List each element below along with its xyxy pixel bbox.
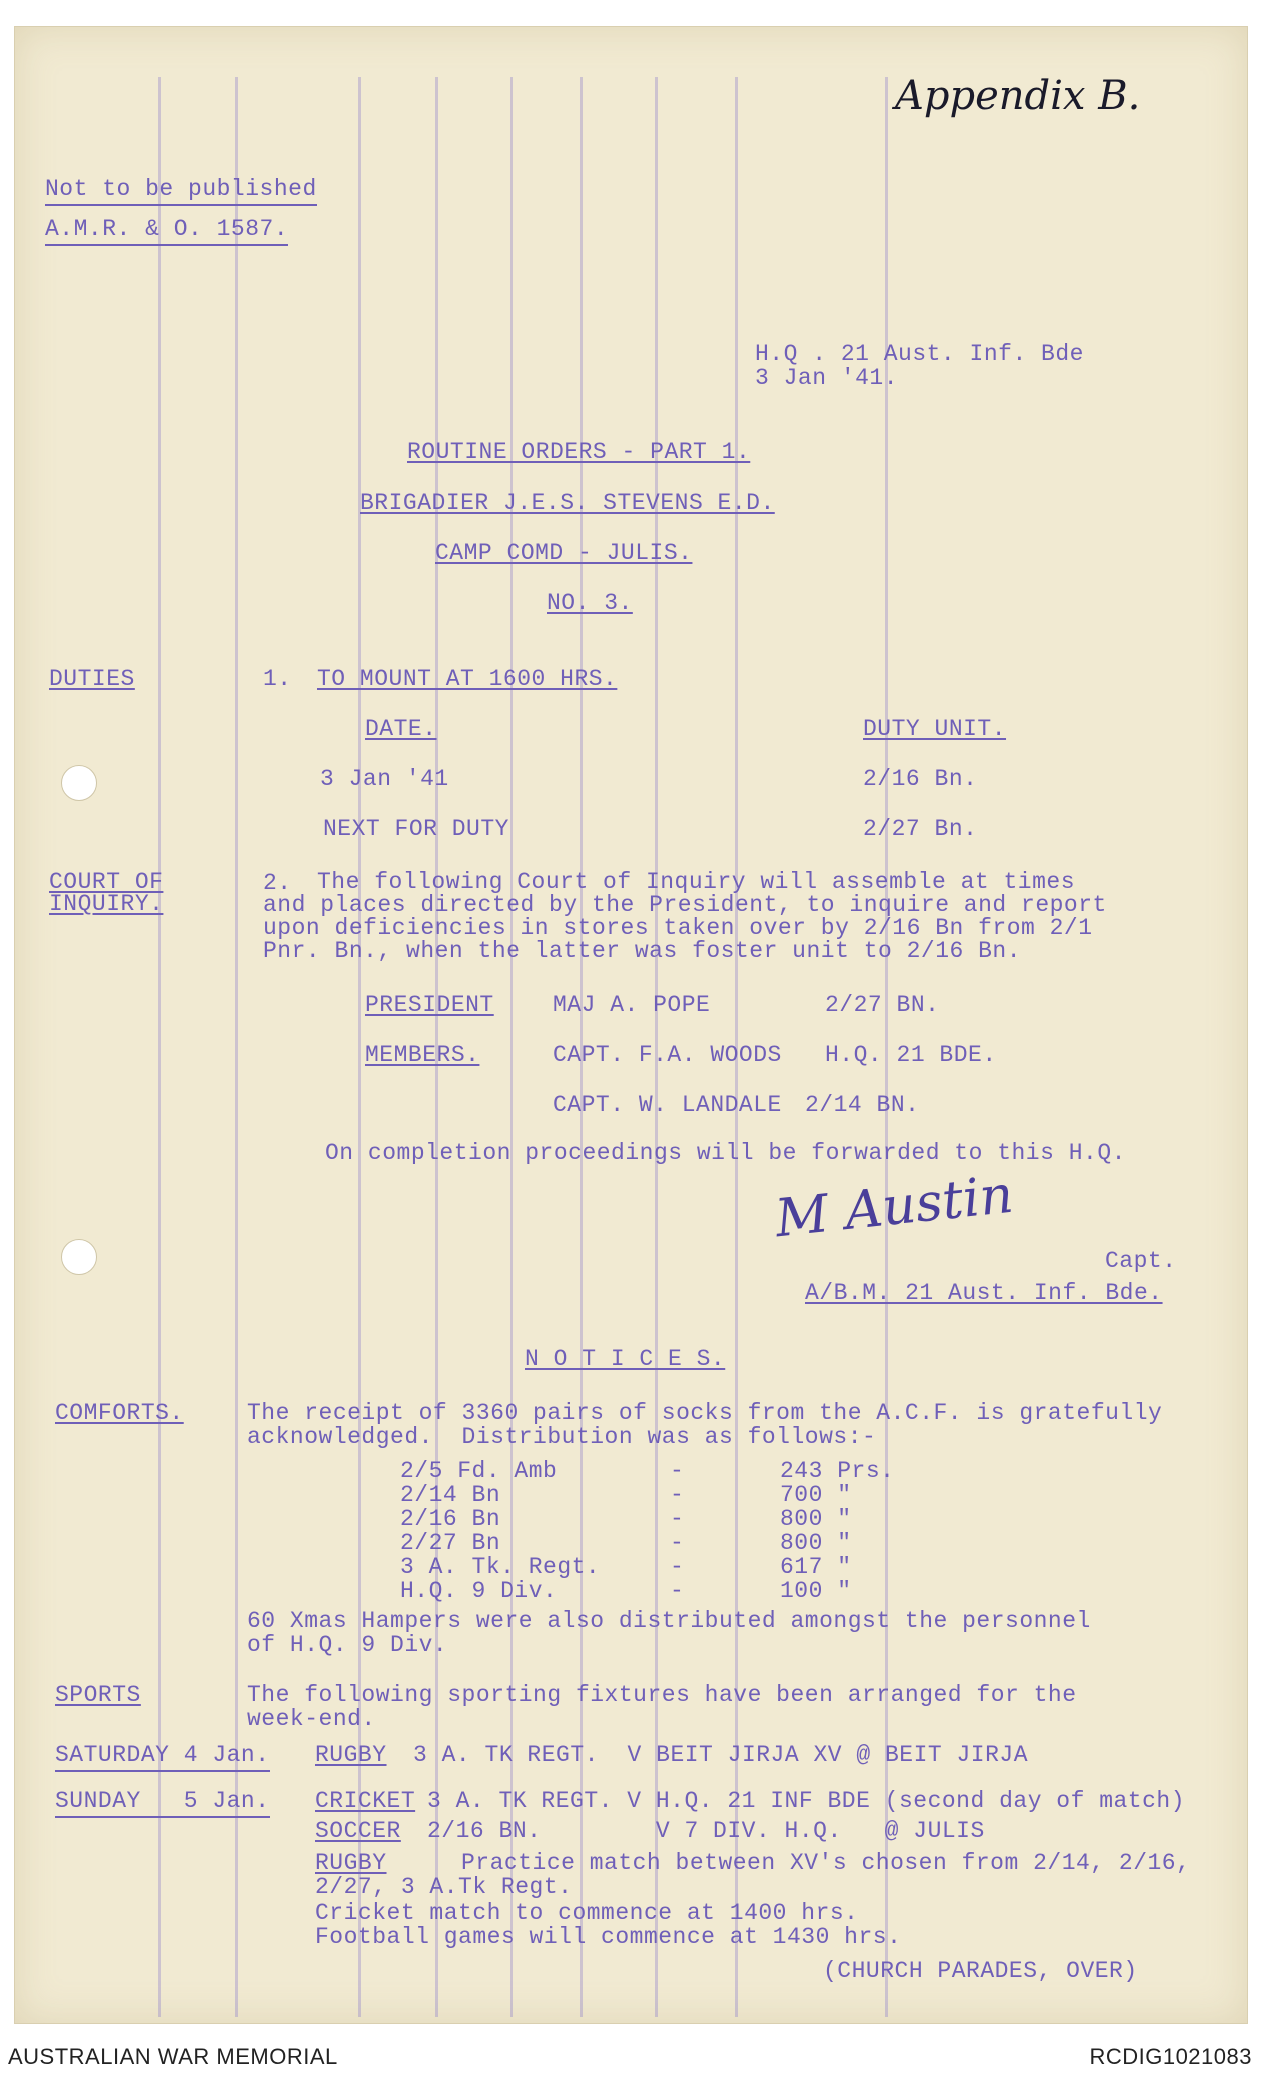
court-label: COURT OF INQUIRY. [49,869,164,917]
distribution-dash: - [670,1530,685,1556]
distribution-unit: 2/16 Bn [400,1506,501,1532]
hq-line: H.Q . 21 Aust. Inf. Bde [755,341,1084,367]
distribution-row [400,1507,894,1531]
order-number: NO. 3. [547,590,633,616]
saturday-fixture: 3 A. TK REGT. V BEIT JIRJA XV @ BEIT JIRJA [413,1742,1028,1768]
brigadier-line: BRIGADIER J.E.S. STEVENS E.D. [360,490,775,516]
duties-label: DUTIES [49,666,135,692]
distribution-unit: 2/27 Bn [400,1530,501,1556]
distribution-qty: 243 Prs. [780,1458,895,1484]
president-unit: 2/27 BN. [825,992,940,1018]
duty-date: 3 Jan '41 [320,766,449,792]
distribution-dash: - [670,1506,685,1532]
distribution-unit: 2/5 Fd. Amb [400,1458,558,1484]
soccer-sport: SOCCER [315,1818,401,1844]
football-time: Football games will commence at 1430 hrs. [315,1924,902,1950]
duties-heading: TO MOUNT AT 1600 HRS. [317,666,618,692]
signature-appointment: A/B.M. 21 Aust. Inf. Bde. [805,1280,1163,1306]
sports-intro: The following sporting fixtures have been arranged for the week-end. [247,1682,1077,1732]
signature-rank: Capt. [1105,1248,1177,1274]
distribution-row [400,1579,894,1603]
sunday-label: SUNDAY 5 Jan. [55,1789,270,1813]
saturday-label: SATURDAY 4 Jan. [55,1743,270,1767]
camp-line: CAMP COMD - JULIS. [435,540,693,566]
cricket-time: Cricket match to commence at 1400 hrs. [315,1900,859,1926]
distribution-qty: 800 " [780,1530,852,1556]
member2-unit: 2/14 BN. [805,1092,920,1118]
sunday-fixture: 3 A. TK REGT. V H.Q. 21 INF BDE (second day of match) [427,1788,1186,1814]
footer-institution: AUSTRALIAN WAR MEMORIAL [8,2044,338,2069]
distribution-unit: 3 A. Tk. Regt. [400,1554,601,1580]
member1-unit: H.Q. 21 BDE. [825,1042,997,1068]
over-note: (CHURCH PARADES, OVER) [823,1958,1138,1984]
distribution-table [400,1459,894,1603]
duty-unit: 2/16 Bn. [863,766,978,792]
distribution-unit: 2/14 Bn [400,1482,501,1508]
completion-line: On completion proceedings will be forwarded to this H.Q. [325,1140,1126,1166]
saturday-sport: RUGBY [315,1742,387,1768]
next-for-duty-unit: 2/27 Bn. [863,816,978,842]
member2-name: CAPT. W. LANDALE [553,1092,782,1118]
distribution-qty: 700 " [780,1482,852,1508]
president-name: MAJ A. POPE [553,992,711,1018]
amr-reference: A.M.R. & O. 1587. [45,217,288,241]
distribution-unit: H.Q. 9 Div. [400,1578,558,1604]
document-title: ROUTINE ORDERS - PART 1. [407,439,751,465]
distribution-row [400,1531,894,1555]
notices-heading: N O T I C E S. [525,1346,726,1372]
duty-unit-header: DUTY UNIT. [863,716,1007,742]
distribution-row [400,1555,894,1579]
soccer-fixture: 2/16 BN. V 7 DIV. H.Q. @ JULIS [427,1818,985,1844]
distribution-dash: - [670,1458,685,1484]
comforts-label: COMFORTS. [55,1400,184,1426]
order-date: 3 Jan '41. [755,365,899,391]
rugby-practice-text: Practice match between XV's chosen from 2/14, 2/16, 2/27, 3 A.Tk Regt. [315,1850,1191,1900]
president-label: PRESIDENT [365,992,494,1018]
next-for-duty-label: NEXT FOR DUTY [323,816,509,842]
members-label: MEMBERS. [365,1042,480,1068]
sports-label: SPORTS [55,1682,141,1708]
sunday-sport: CRICKET [315,1788,416,1814]
document-page [14,26,1248,2024]
punch-hole [61,1239,97,1275]
rugby-practice-sport: RUGBY [315,1850,387,1876]
court-text: The following Court of Inquiry will assemble at times and places directed by the President, to inquire and report upon deficiencies in stores taken over by 2/16 Bn from 2/1 Pnr. Bn., when the latter was foster unit to 2/16 Bn. [263,869,1107,964]
hampers-text: 60 Xmas Hampers were also distributed amongst the personnel of H.Q. 9 Div. [247,1608,1091,1658]
date-header: DATE. [365,716,437,742]
distribution-row [400,1459,894,1483]
court-item-number: 2. [263,870,292,896]
distribution-row [400,1483,894,1507]
member1-name: CAPT. F.A. WOODS [553,1042,782,1068]
distribution-qty: 617 " [780,1554,852,1580]
comforts-text: The receipt of 3360 pairs of socks from the A.C.F. is gratefully acknowledged. Distribution was as follows:- [247,1400,1163,1450]
bleed-line [158,77,161,2017]
punch-hole [61,765,97,801]
bleed-line [235,77,238,2017]
distribution-dash: - [670,1482,685,1508]
duties-item-number: 1. [263,666,292,692]
distribution-dash: - [670,1578,685,1604]
appendix-handwritten: Appendix B. [895,73,1141,119]
signature-handwritten: M Austin [772,1164,1017,1250]
not-published-note: Not to be published [45,177,317,201]
distribution-qty: 100 " [780,1578,852,1604]
footer-record-id: RCDIG1021083 [1089,2044,1252,2069]
distribution-dash: - [670,1554,685,1580]
distribution-qty: 800 " [780,1506,852,1532]
